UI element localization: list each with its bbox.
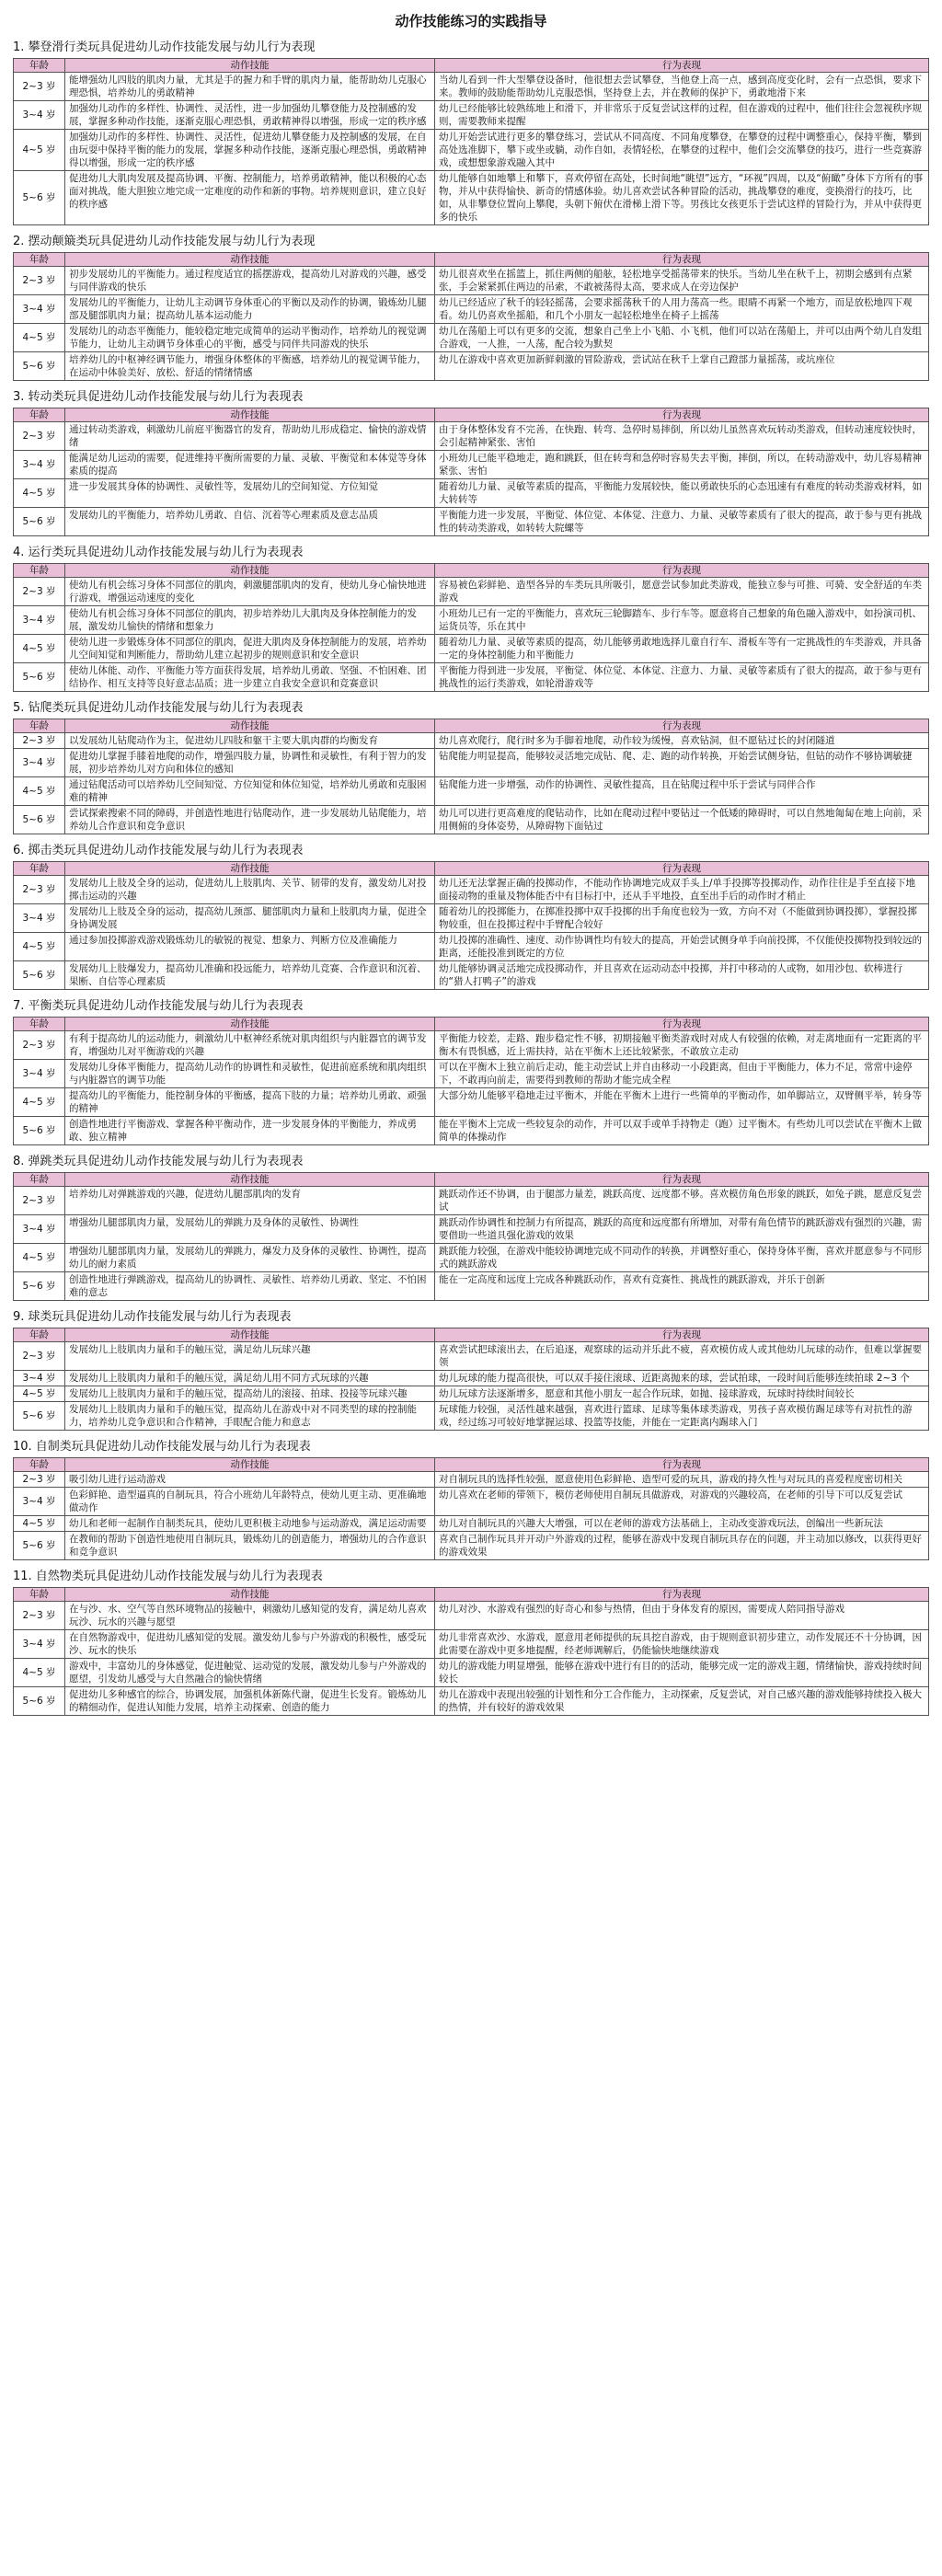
table-row [14,749,929,777]
skill-cell: 通过转动类游戏，刺激幼儿前庭平衡器官的发育，帮助幼儿形成稳定、愉快的游戏情绪 [65,422,435,451]
age-cell: 3~4 岁 [14,606,65,635]
age-cell: 5~6 岁 [14,806,65,834]
behavior-cell: 跳跃动作协调性和控制力有所提高，跳跃的高度和远度都有所增加，对带有角色情节的跳跃游戏有强烈的兴趣，需要借助一些道具强化游戏的效果 [435,1215,929,1244]
table-header-row [14,1173,929,1187]
behavior-cell: 幼儿还无法掌握正确的投掷动作，不能动作协调地完成双手头上/单手投掷等投掷动作，动作往往是手至直接下地面接动物的重量及物体能否中有目标打中，还从手平地投，直至出手后的动作时才稍止 [435,876,929,904]
behavior-cell: 跳跃动作还不协调，由于腿部力量差，跳跃高度、远度都不够。喜欢模仿角色形象的跳跃，如兔子跳，愿意反复尝试 [435,1187,929,1215]
skill-cell: 有利于提高幼儿的运动能力，刺激幼儿中枢神经系统对肌肉组织与内脏器官的调节发育，增强幼儿对平衡游戏的兴趣 [65,1031,435,1060]
section [13,1569,929,1716]
age-cell: 3~4 岁 [14,1215,65,1244]
table-row [14,1602,929,1630]
skill-cell: 幼儿和老师一起制作自制类玩具，使幼儿更积极主动地参与运动游戏，满足运动需要 [65,1516,435,1532]
age-cell: 2~3 岁 [14,876,65,904]
column-header-age: 年龄 [14,1018,65,1031]
column-header-skill: 动作技能 [65,253,435,267]
skill-cell: 增强幼儿腿部肌肉力量，发展幼儿的弹跳力及身体的灵敏性、协调性 [65,1215,435,1244]
table-header-row [14,408,929,422]
skill-cell: 促进幼儿多种感官的综合，协调发展，加强机体新陈代谢，促进生长发育。锻炼幼儿的精细动作，促进认知能力发展，培养主动探索、创造的能力 [65,1687,435,1716]
column-header-age: 年龄 [14,1173,65,1187]
section-title: 1. 攀登滑行类玩具促进幼儿动作技能发展与幼儿行为表现 [13,40,316,54]
behavior-cell: 幼儿在游戏中表现出较强的计划性和分工合作能力，主动探索，反复尝试，对自己感兴趣的游戏能够持续投入极大的热情，并有较好的游戏效果 [435,1687,929,1716]
column-header-skill: 动作技能 [65,1173,435,1187]
section-table [13,252,929,381]
skill-cell: 能增强幼儿四肢的肌肉力量，尤其是手的握力和手臂的肌肉力量，能帮助幼儿克服心理恐惧，培养幼儿的勇敢精神 [65,73,435,101]
table-row [14,733,929,749]
section-table [13,58,929,225]
section-table [13,861,929,990]
skill-cell: 促进幼儿掌握手膝着地爬的动作，增强四肢力量，协调性和灵敏性，有利于智力的发展，初步培养幼儿对方向和体位的感知 [65,749,435,777]
skill-cell: 发展幼儿的动态平衡能力，能较稳定地完成简单的运动平衡动作，培养幼儿的视觉调节能力，让幼儿主动调节身体重心的平衡，感受与同伴共同游戏的快乐 [65,324,435,352]
table-row [14,73,929,101]
table-row [14,1402,929,1431]
age-cell: 3~4 岁 [14,295,65,324]
skill-cell: 通过参加投掷游戏游戏锻炼幼儿的敏锐的视觉、想象力、判断方位及准确能力 [65,933,435,961]
behavior-cell: 幼儿玩球方法逐渐增多，愿意和其他小朋友一起合作玩球，如抛、接球游戏，玩球时持续时间较长 [435,1386,929,1402]
table-row [14,606,929,635]
column-header-age: 年龄 [14,253,65,267]
section [13,700,929,834]
behavior-cell: 幼儿已经能够比较熟练地上和滑下，并非常乐于反复尝试这样的过程，但在游戏的过程中，他们往往会忽视秩序规则，需要教师来提醒 [435,101,929,130]
column-header-skill: 动作技能 [65,862,435,876]
column-header-behavior: 行为表现 [435,564,929,578]
behavior-cell: 小班幼儿已能平稳地走，跑和跳跃，但在转弯和急停时容易失去平衡，摔倒，所以，在转动游戏中，幼儿容易精神紧张、害怕 [435,451,929,479]
age-cell: 3~4 岁 [14,904,65,933]
behavior-cell: 幼儿开始尝试进行更多的攀登练习，尝试从不同高度、不同角度攀登，在攀登的过程中调整重心，保持平衡，攀到高处选准脚下，攀下或坐或躺，动作自如，表情轻松，在攀登的过程中，他们会交流攀登的技巧，进行一些竞赛游戏，或想想象游戏融入其中 [435,130,929,171]
section-table [13,1328,929,1431]
section-title: 5. 钻爬类玩具促进幼儿动作技能发展与幼儿行为表现表 [13,701,304,715]
column-header-skill: 动作技能 [65,1018,435,1031]
skill-cell: 发展幼儿的平衡能力，让幼儿主动调节身体重心的平衡以及动作的协调，锻炼幼儿腿部及腿部肌肉力量；提高幼儿基本运动能力 [65,295,435,324]
column-header-skill: 动作技能 [65,408,435,422]
behavior-cell: 跳跃能力较强，在游戏中能较协调地完成不同动作的转换，并调整好重心，保持身体平衡，喜欢并愿意参与不同形式的跳跃游戏 [435,1244,929,1272]
section [13,1154,929,1301]
skill-cell: 吸引幼儿进行运动游戏 [65,1472,435,1488]
behavior-cell: 幼儿很喜欢坐在摇篮上，抓住两侧的船舷，轻松地享受摇荡带来的快乐。当幼儿坐在秋千上，初期会感到有点紧张，手会紧紧抓住两边的吊索，不敢被荡得太高，要求成人在旁边保护 [435,267,929,295]
column-header-skill: 动作技能 [65,1328,435,1342]
table-row [14,1630,929,1659]
table-row [14,904,929,933]
table-row [14,876,929,904]
behavior-cell: 小班幼儿已有一定的平衡能力，喜欢玩三轮脚踏车、步行车等。愿意将自己想象的角色融入游戏中，如扮演司机、运货员等，乐在其中 [435,606,929,635]
behavior-cell: 幼儿喜欢爬行，爬行时多为手脚着地爬，动作较为缓慢，喜欢钻洞，但不愿钻过长的封闭隧道 [435,733,929,749]
table-row [14,1031,929,1060]
table-row [14,1342,929,1371]
behavior-cell: 幼儿玩球的能力提高很快，可以双手接住滚球、近距离抛来的球，尝试拍球，一段时间后能够连续拍球 2~3 个 [435,1371,929,1386]
behavior-cell: 能在平衡木上完成一些较复杂的动作，并可以双手或单手持物走（跑）过平衡木。有些幼儿可以尝试在平衡木上做简单的体操动作 [435,1117,929,1145]
section [13,998,929,1145]
age-cell: 2~3 岁 [14,1187,65,1215]
table-row [14,1371,929,1386]
behavior-cell: 随着幼儿的投掷能力，在掷准投掷中双手投掷的出手角度也较为一致，方向不对（不能做到协调投掷），掌握投掷物较重，但在投掷过程中手臂配合较好 [435,904,929,933]
age-cell: 5~6 岁 [14,1532,65,1560]
skill-cell: 发展幼儿上肢肌肉力量和手的触压觉，提高幼儿的滚接、拍球、投接等玩球兴趣 [65,1386,435,1402]
age-cell: 5~6 岁 [14,171,65,225]
age-cell: 4~5 岁 [14,1244,65,1272]
sections-container [13,40,929,1716]
age-cell: 3~4 岁 [14,101,65,130]
table-row [14,422,929,451]
table-row [14,1088,929,1117]
table-row [14,1488,929,1516]
age-cell: 3~4 岁 [14,1371,65,1386]
section-table [13,1017,929,1145]
age-cell: 3~4 岁 [14,1630,65,1659]
section-table [13,719,929,834]
behavior-cell: 玩球能力较强，灵活性越来越强，喜欢进行篮球、足球等集体球类游戏，男孩子喜欢模仿踢足球等有对抗性的游戏，经过练习可较好地掌握运球、投篮等技能，并能在一定距离内踢球入门 [435,1402,929,1431]
table-row [14,451,929,479]
table-row [14,324,929,352]
column-header-behavior: 行为表现 [435,1458,929,1472]
section [13,843,929,990]
behavior-cell: 钻爬能力进一步增强，动作的协调性、灵敏性提高，且在钻爬过程中乐于尝试与同伴合作 [435,777,929,806]
age-cell: 3~4 岁 [14,749,65,777]
age-cell: 5~6 岁 [14,1272,65,1301]
age-cell: 3~4 岁 [14,1488,65,1516]
age-cell: 4~5 岁 [14,130,65,171]
section [13,545,929,692]
section [13,40,929,225]
behavior-cell: 幼儿非常喜欢沙、水游戏，愿意用老师提供的玩具挖自游戏，由于规则意识初步建立，动作发展还不十分协调，因此需要在游戏中更多地提醒，经老师调解后，仍能愉快地继续游戏 [435,1630,929,1659]
behavior-cell: 随着幼儿力量、灵敏等素质的提高，幼儿能够勇敢地选择儿童自行车、滑板车等有一定挑战性的车类游戏，并具备一定的身体控制能力和平衡能力 [435,635,929,663]
section-title: 11. 自然物类玩具促进幼儿动作技能发展与幼儿行为表现表 [13,1570,323,1583]
age-cell: 4~5 岁 [14,1659,65,1687]
behavior-cell: 对自制玩具的选择性较强，愿意使用色彩鲜艳、造型可爱的玩具，游戏的持久性与对玩具的喜爱程度密切相关 [435,1472,929,1488]
column-header-age: 年龄 [14,1328,65,1342]
behavior-cell: 平衡能力进一步发展，平衡觉、体位觉、本体觉、注意力、力量、灵敏等素质有了很大的提高，敢于参与更有挑战性的转动类游戏，如转转大院螺等 [435,508,929,536]
skill-cell: 通过钻爬活动可以培养幼儿空间知觉、方位知觉和体位知觉，培养幼儿勇敢和克服困难的精神 [65,777,435,806]
age-cell: 4~5 岁 [14,933,65,961]
document-title: 动作技能练习的实践指导 [395,13,547,29]
column-header-behavior: 行为表现 [435,1018,929,1031]
column-header-behavior: 行为表现 [435,1173,929,1187]
skill-cell: 在教师的帮助下创造性地使用自制玩具，锻炼幼儿的创造能力，增强幼儿的合作意识和竞争意识 [65,1532,435,1560]
table-row [14,1215,929,1244]
column-header-age: 年龄 [14,1458,65,1472]
table-row [14,1516,929,1532]
column-header-behavior: 行为表现 [435,253,929,267]
behavior-cell: 幼儿在荡船上可以有更多的交流，想象自己坐上小飞船、小飞机，他们可以站在荡船上，并可以由两个幼儿自发组合游戏，一人推，一人荡，配合较为默契 [435,324,929,352]
skill-cell: 发展幼儿上肢及全身的运动，促进幼儿上肢肌肉、关节、韧带的发育，激发幼儿对投掷击运动的兴趣 [65,876,435,904]
table-row [14,508,929,536]
age-cell: 4~5 岁 [14,479,65,508]
skill-cell: 发展幼儿上肢肌肉力量和手的触压觉，满足幼儿玩球兴趣 [65,1342,435,1371]
skill-cell: 培养幼儿的中枢神经调节能力，增强身体整体的平衡感，培养幼儿的视觉调节能力，在运动中体验美好、放松、舒适的情绪情感 [65,352,435,381]
age-cell: 5~6 岁 [14,1402,65,1431]
skill-cell: 加强幼儿动作的多样性、协调性、灵活性，促进幼儿攀登能力及控制感的发展，在自由玩耍中保持平衡的能力的发展，掌握多种动作技能，逐渐克服心理恐惧，勇敢精神得以增强，形成一定的秩序感 [65,130,435,171]
skill-cell: 发展幼儿身体平衡能力，提高幼儿动作的协调性和灵敏性，促进前庭系统和肌肉组织与内脏器官的调节功能 [65,1060,435,1088]
table-row [14,777,929,806]
skill-cell: 使幼儿体能、动作、平衡能力等方面获得发展，培养幼儿勇敢、坚强、不怕困难、团结协作、相互支持等良好意志品质；进一步建立自我安全意识和竞赛意识 [65,663,435,692]
skill-cell: 发展幼儿上肢肌肉力量和手的触压觉，满足幼儿用不同方式玩球的兴趣 [65,1371,435,1386]
skill-cell: 尝试探索搜索不同的障碍，并创造性地进行钻爬动作，进一步发展幼儿钻爬能力，培养幼儿合作意识和竞争意识 [65,806,435,834]
table-header-row [14,1588,929,1602]
age-cell: 2~3 岁 [14,73,65,101]
column-header-age: 年龄 [14,59,65,73]
behavior-cell: 平衡能力较差，走路、跑步稳定性不够，初期接触平衡类游戏时对成人有较强的依赖，对走离地面有一定距离的平衡木有畏惧感，近上需扶持，站在平衡木上还比较紧张，不敢放立走动 [435,1031,929,1060]
section [13,234,929,381]
age-cell: 2~3 岁 [14,1602,65,1630]
column-header-behavior: 行为表现 [435,1328,929,1342]
table-row [14,578,929,606]
column-header-age: 年龄 [14,408,65,422]
table-header-row [14,719,929,733]
age-cell: 4~5 岁 [14,324,65,352]
behavior-cell: 钻爬能力明显提高，能够较灵活地完成钻、爬、走、跑的动作转换，开始尝试侧身钻，但钻的动作不够协调敏捷 [435,749,929,777]
skill-cell: 发展幼儿上肢爆发力，提高幼儿准确和投远能力，培养幼儿竞赛、合作意识和沉着、果断、自信等心理素质 [65,961,435,990]
section-title: 3. 转动类玩具促进幼儿动作技能发展与幼儿行为表现表 [13,390,304,404]
age-cell: 3~4 岁 [14,451,65,479]
table-header-row [14,564,929,578]
age-cell: 2~3 岁 [14,267,65,295]
table-row [14,1244,929,1272]
table-row [14,1687,929,1716]
age-cell: 2~3 岁 [14,733,65,749]
skill-cell: 加强幼儿动作的多样性、协调性、灵活性，进一步加强幼儿攀登能力及控制感的发展，掌握多种动作技能，逐渐克服心理恐惧，勇敢精神得以增强，形成一定的秩序感 [65,101,435,130]
behavior-cell: 平衡能力得到进一步发展，平衡觉、体位觉、本体觉、注意力、力量、灵敏等素质有了很大的提高，敢于参与更有挑战性的运行类游戏，如轮滑游戏等 [435,663,929,692]
skill-cell: 使幼儿有机会练习身体不同部位的肌肉，初步培养幼儿大肌肉及身体控制能力的发展，激发幼儿愉快的情绪和想象力 [65,606,435,635]
behavior-cell: 可以在平衡木上独立前后走动，能主动尝试上并自由移动一小段距离，但由于平衡能力，体力不足，常常中途停下，不敢再向前走，需要得到教师的帮助才能完成全程 [435,1060,929,1088]
section-title: 9. 球类玩具促进幼儿动作技能发展与幼儿行为表现表 [13,1310,292,1324]
skill-cell: 在自然物游戏中，促进幼儿感知觉的发展。激发幼儿参与户外游戏的积极性，感受玩沙、玩水的快乐 [65,1630,435,1659]
age-cell: 4~5 岁 [14,1516,65,1532]
age-cell: 5~6 岁 [14,663,65,692]
column-header-age: 年龄 [14,719,65,733]
column-header-age: 年龄 [14,1588,65,1602]
column-header-skill: 动作技能 [65,719,435,733]
skill-cell: 创造性地进行平衡游戏、掌握各种平衡动作，进一步发展身体的平衡能力，养成勇敢、独立精神 [65,1117,435,1145]
table-row [14,1060,929,1088]
behavior-cell: 喜欢尝试把球滚出去，在后追逐，观察球的运动并乐此不疲，喜欢模仿成人或其他幼儿玩球的动作，但难以掌握要领 [435,1342,929,1371]
skill-cell: 发展幼儿的平衡能力，培养幼儿勇敢、自信、沉着等心理素质及意志品质 [65,508,435,536]
section-table [13,1587,929,1716]
column-header-behavior: 行为表现 [435,719,929,733]
section [13,1439,929,1560]
skill-cell: 创造性地进行弹跳游戏，提高幼儿的协调性、灵敏性、培养幼儿勇敢、坚定、不怕困难的意志 [65,1272,435,1301]
behavior-cell: 大部分幼儿能够平稳地走过平衡木，并能在平衡木上进行一些简单的平衡动作，如单脚站立，双臂侧平举，转身等 [435,1088,929,1117]
behavior-cell: 幼儿喜欢在老师的带领下，模仿老师使用自制玩具做游戏，对游戏的兴趣较高，在老师的引导下可以反复尝试 [435,1488,929,1516]
section-title: 2. 摆动颠簸类玩具促进幼儿动作技能发展与幼儿行为表现 [13,235,316,248]
column-header-behavior: 行为表现 [435,408,929,422]
column-header-skill: 动作技能 [65,1588,435,1602]
section [13,389,929,536]
behavior-cell: 由于身体整体发育不完善，在快跑、转弯、急停时易摔倒，所以幼儿虽然喜欢玩转动类游戏，但转动速度较快时，会引起精神紧张、害怕 [435,422,929,451]
skill-cell: 初步发展幼儿的平衡能力。通过程度适宜的摇摆游戏，提高幼儿对游戏的兴趣，感受与同伴游戏的快乐 [65,267,435,295]
table-row [14,635,929,663]
column-header-age: 年龄 [14,862,65,876]
table-row [14,1386,929,1402]
table-row [14,171,929,225]
section-title: 4. 运行类玩具促进幼儿动作技能发展与幼儿行为表现表 [13,546,304,559]
column-header-behavior: 行为表现 [435,862,929,876]
skill-cell: 色彩鲜艳、造型逼真的自制玩具，符合小班幼儿年龄特点，使幼儿更主动、更准确地做动作 [65,1488,435,1516]
behavior-cell: 幼儿对自制玩具的兴趣大大增强，可以在老师的游戏方法基础上，主动改变游戏玩法，创编出一些新玩法 [435,1516,929,1532]
age-cell: 4~5 岁 [14,635,65,663]
table-row [14,806,929,834]
skill-cell: 进一步发展其身体的协调性、灵敏性等，发展幼儿的空间知觉、方位知觉 [65,479,435,508]
behavior-cell: 容易被色彩鲜艳、造型各异的车类玩具所吸引，愿意尝试参加此类游戏，能独立参与可推、可骑、安全舒适的车类游戏 [435,578,929,606]
table-row [14,1117,929,1145]
column-header-skill: 动作技能 [65,564,435,578]
skill-cell: 在与沙、水、空气等自然环境物品的接触中，刺激幼儿感知觉的发育，满足幼儿喜欢玩沙、玩水的兴趣与愿望 [65,1602,435,1630]
behavior-cell: 幼儿对沙、水游戏有强烈的好奇心和参与热情，但由于身体发育的原因，需要成人陪同指导游戏 [435,1602,929,1630]
age-cell: 5~6 岁 [14,1117,65,1145]
behavior-cell: 能在一定高度和远度上完成各种跳跃动作，喜欢有竞赛性、挑战性的跳跃游戏，并乐于创新 [435,1272,929,1301]
behavior-cell: 幼儿可以进行更高难度的爬钻动作，比如在爬动过程中要钻过一个低矮的障碍时，可以自然地匍匐在地上向前，采用侧俯的身体姿势，从障碍物下面钻过 [435,806,929,834]
age-cell: 2~3 岁 [14,1342,65,1371]
age-cell: 4~5 岁 [14,1088,65,1117]
column-header-behavior: 行为表现 [435,1588,929,1602]
table-row [14,1659,929,1687]
skill-cell: 游戏中，丰富幼儿的身体感觉，促进触觉、运动觉的发展，激发幼儿参与户外游戏的愿望，引发幼儿感受与大自然融合的愉快情绪 [65,1659,435,1687]
table-header-row [14,1458,929,1472]
section-table [13,1457,929,1560]
age-cell: 5~6 岁 [14,961,65,990]
skill-cell: 以发展幼儿钻爬动作为主，促进幼儿四肢和躯干主要大肌肉群的均衡发育 [65,733,435,749]
behavior-cell: 当幼儿看到一件大型攀登设备时，他很想去尝试攀登，当他登上高一点，感到高度变化时，会有一点恐惧，要求下来。教师的鼓励能帮助幼儿克服恐惧，坚持登上去，并在教师的保护下，勇敢地滑下来 [435,73,929,101]
section-title: 8. 弹跳类玩具促进幼儿动作技能发展与幼儿行为表现表 [13,1155,304,1168]
behavior-cell: 喜欢自己制作玩具并开动户外游戏的过程，能够在游戏中发现自制玩具存在的问题，并主动加以修改，以获得更好的游戏效果 [435,1532,929,1560]
table-row [14,663,929,692]
behavior-cell: 随着幼儿力量、灵敏等素质的提高，平衡能力发展较快，能以勇敢快乐的心态迅速有有难度的转动类游戏材料，如大转转等 [435,479,929,508]
age-cell: 2~3 岁 [14,578,65,606]
section-title: 6. 掷击类玩具促进幼儿动作技能发展与幼儿行为表现表 [13,844,304,857]
section-title: 10. 自制类玩具促进幼儿动作技能发展与幼儿行为表现表 [13,1440,311,1454]
table-row [14,1272,929,1301]
section-table [13,1172,929,1301]
age-cell: 2~3 岁 [14,422,65,451]
section-table [13,408,929,536]
behavior-cell: 幼儿能够协调灵活地完成投掷动作，并且喜欢在运动动态中投掷，并打中移动的人或物，如用沙包、软棒进行的“猎人打鸭子”的游戏 [435,961,929,990]
table-row [14,130,929,171]
column-header-behavior: 行为表现 [435,59,929,73]
table-row [14,352,929,381]
skill-cell: 培养幼儿对弹跳游戏的兴趣，促进幼儿腿部肌肉的发育 [65,1187,435,1215]
table-header-row [14,1328,929,1342]
section-title: 7. 平衡类玩具促进幼儿动作技能发展与幼儿行为表现表 [13,999,304,1013]
column-header-skill: 动作技能 [65,1458,435,1472]
age-cell: 2~3 岁 [14,1472,65,1488]
table-row [14,1532,929,1560]
table-row [14,1472,929,1488]
table-header-row [14,253,929,267]
age-cell: 4~5 岁 [14,777,65,806]
table-row [14,479,929,508]
section-table [13,563,929,692]
skill-cell: 发展幼儿上肢肌肉力量和手的触压觉，提高幼儿在游戏中对不同类型的球的控制能力，培养幼儿竞争意识和合作精神，手眼配合能力和意志 [65,1402,435,1431]
age-cell: 5~6 岁 [14,1687,65,1716]
age-cell: 5~6 岁 [14,352,65,381]
column-header-age: 年龄 [14,564,65,578]
table-header-row [14,862,929,876]
table-row [14,933,929,961]
skill-cell: 发展幼儿上肢及全身的运动，提高幼儿颈部、腿部肌肉力量和上肢肌肉力量，促进全身协调发展 [65,904,435,933]
age-cell: 4~5 岁 [14,1386,65,1402]
behavior-cell: 幼儿在游戏中喜欢更加新鲜刺激的冒险游戏，尝试站在秋千上掌自己蹬部力量摇荡，或坑座位 [435,352,929,381]
table-header-row [14,1018,929,1031]
age-cell: 2~3 岁 [14,1031,65,1060]
skill-cell: 提高幼儿的平衡能力，能控制身体的平衡感，提高下肢的力量；培养幼儿勇敢、顽强的精神 [65,1088,435,1117]
table-row [14,267,929,295]
skill-cell: 能满足幼儿运动的需要，促进维持平衡所需要的力量、灵敏、平衡觉和本体觉等身体素质的提高 [65,451,435,479]
section [13,1309,929,1431]
column-header-skill: 动作技能 [65,59,435,73]
behavior-cell: 幼儿的游戏能力明显增强，能够在游戏中进行有目的的活动，能够完成一定的游戏主题，情绪愉快，游戏持续时间较长 [435,1659,929,1687]
table-header-row [14,59,929,73]
table-row [14,961,929,990]
table-row [14,1187,929,1215]
age-cell: 3~4 岁 [14,1060,65,1088]
age-cell: 5~6 岁 [14,508,65,536]
behavior-cell: 幼儿能够自如地攀上和攀下，喜欢停留在高处，长时间地“眺望”远方，“环视”四周，以及“俯瞰”身体下方所有的事物，并从中获得愉快、新奇的情感体验。幼儿喜欢尝试各种冒险的活动，挑战攀登的难度，变换滑行的技巧，比如，从非攀登位置向上攀爬，头朝下俯伏在滑梯上滑下等。男孩比女孩更乐于尝试这样的冒险行为，并从中获得更多的快乐 [435,171,929,225]
skill-cell: 使幼儿有机会练习身体不同部位的肌肉，刺激腿部肌肉的发育，使幼儿身心愉快地进行游戏，增强运动速度的变化 [65,578,435,606]
behavior-cell: 幼儿投掷的准确性、速度、动作协调性均有较大的提高，开始尝试侧身单手向前投掷，不仅能使投掷物投到较远的距离，还能投准到既定的方位 [435,933,929,961]
behavior-cell: 幼儿已经适应了秋千的轻轻摇荡，会要求摇荡秋千的人用力荡高一些。眼睛不再紧一个地方，而是放松地四下观看。幼儿仍喜欢坐摇船，和几个小朋友一起轻松地坐在椅子上摇荡 [435,295,929,324]
skill-cell: 增强幼儿腿部肌肉力量，发展幼儿的弹跳力，爆发力及身体的灵敏性、协调性，提高幼儿的耐力素质 [65,1244,435,1272]
skill-cell: 使幼儿进一步锻炼身体不同部位的肌肉，促进大肌肉及身体控制能力的发展，培养幼儿空间知觉和判断能力，帮助幼儿建立起初步的规则意识和安全意识 [65,635,435,663]
skill-cell: 促进幼儿大肌肉发展及提高协调、平衡、控制能力，培养勇敢精神，能以积极的心态面对挑战，能大胆独立地完成一定难度的动作和新的事物。培养规则意识，建立良好的秩序感 [65,171,435,225]
table-row [14,295,929,324]
table-row [14,101,929,130]
